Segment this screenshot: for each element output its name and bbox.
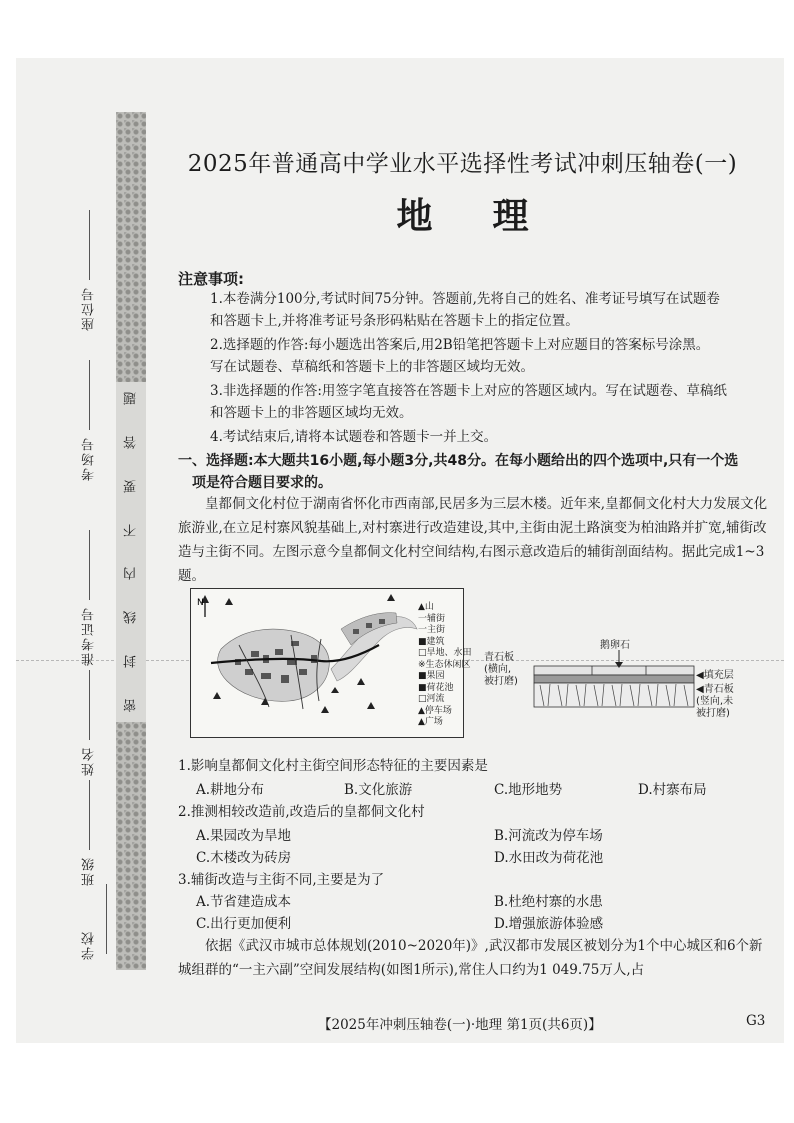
binding-pattern [116, 112, 146, 382]
note-line: 和答题卡上,并将准考证号条形码粘贴在答题卡上的指定位置。 [210, 313, 579, 329]
question-1-option-a[interactable]: A.耕地分布 [196, 782, 265, 798]
legend-item: ■荷花池 [418, 682, 454, 693]
question-3-option-c[interactable]: C.出行更加便利 [196, 916, 292, 932]
question-1-option-b[interactable]: B.文化旅游 [344, 782, 413, 798]
seal-char: 不 [123, 523, 139, 537]
section-heading-line: 项是符合题目要求的。 [192, 475, 332, 491]
street-cross-section [484, 640, 784, 722]
question-3-stem: 3.辅街改造与主街不同,主要是为了 [178, 872, 385, 888]
section-heading [178, 450, 768, 494]
question-3-option-d[interactable]: D.增强旅游体验感 [494, 916, 604, 932]
class-field: 班级 [80, 780, 110, 886]
binding-strip [116, 112, 146, 970]
seal-char: 题 [123, 392, 139, 405]
fill-layer-label: ◀填充层 [696, 670, 734, 681]
top-slab [534, 666, 694, 675]
legend-item: ■建筑 [418, 636, 445, 647]
legend-item: ※生态休闲区 [418, 659, 471, 670]
passage-2: 依据《武汉市城市总体规划(2010~2020年)》,武汉都市发展区被划分为1个中心城区和6个新城组群的“一主六副”空间发展结构(如图1所示),常住人口约为1 049.75万人,占 [178, 938, 763, 978]
admission-number-field: 准考证号 [80, 530, 110, 666]
note-line: 2.选择题的作答:每小题选出答案后,用2B铅笔把答题卡上对应题目的答案标号涂黑。 [210, 337, 710, 353]
binding-fields [80, 200, 110, 960]
question-1-stem: 1.影响皇都侗文化村主街空间形态特征的主要因素是 [178, 758, 488, 774]
question-3-option-b[interactable]: B.杜绝村寨的水患 [494, 894, 603, 910]
legend-item: 一辅街 [418, 613, 446, 624]
parking-icons [331, 687, 339, 693]
question-1-option-d[interactable]: D.村寨布局 [638, 782, 707, 798]
legend-item: □旱地、水田 [418, 648, 472, 658]
question-2-option-b[interactable]: B.河流改为停车场 [494, 828, 603, 844]
legend-item: ■果园 [418, 671, 445, 681]
question-2-stem: 2.推测相较改造前,改造后的皇都侗文化村 [178, 804, 425, 820]
paper-code: G3 [746, 1013, 766, 1029]
passage-1: 皇都侗文化村位于湖南省怀化市西南部,民居多为三层木楼。近年来,皇都侗文化村大力发展文化旅游业,在立足村寨风貌基础上,对村寨进行改造建设,其中,主街由泥土路演变为柏油路并扩宽,辅街改造与主街不同。左图示意今皇都侗文化村空间结构,右图示意改造后的辅街剖面结构。据此完成1~3题。 [178, 496, 768, 584]
question-2-option-d[interactable]: D.水田改为荷花池 [494, 850, 604, 866]
note-line: 和答题卡上的非答题区域均无效。 [210, 405, 413, 421]
seat-number-field: 座位号 [80, 210, 110, 331]
notes-heading: 注意事项: [178, 270, 244, 288]
question-2-option-a[interactable]: A.果园改为旱地 [196, 828, 292, 844]
legend-item: ▲广场 [418, 717, 443, 727]
village-area [218, 629, 330, 701]
seal-char: 内 [123, 567, 139, 581]
binding-pattern [116, 722, 146, 970]
vertical-slab-label: ◀青石板 (竖向,未 被打磨) [696, 684, 734, 719]
pebble-label: 鹅卵石 [600, 640, 630, 651]
seal-char: 答 [123, 435, 139, 449]
fill-layer [534, 675, 694, 683]
seal-char: 要 [123, 479, 139, 493]
seal-warning [116, 392, 146, 712]
section-heading-line: 一、选择题:本大题共16小题,每小题3分,共48分。在每小题给出的四个选项中,只有一个选 [178, 453, 739, 469]
legend-item: □河流 [418, 694, 445, 704]
legend-item: ▲停车场 [418, 705, 452, 716]
cross-section-drawing [484, 640, 784, 722]
note-line: 3.非选择题的作答:用签字笔直接答在答题卡上对应的答题区域内。写在试题卷、草稿纸 [210, 383, 727, 399]
school-field: 学校 [80, 880, 110, 960]
seal-char: 线 [123, 611, 139, 625]
horizontal-slab-label: 青石板 (横向, 被打磨) [484, 652, 518, 687]
exam-room-field: 考场号 [80, 360, 110, 481]
question-2-option-c[interactable]: C.木楼改为砖房 [196, 850, 292, 866]
question-1-option-c[interactable]: C.地形地势 [494, 782, 563, 798]
name-field: 姓名 [80, 670, 110, 776]
exam-title: 2025年普通高中学业水平选择性考试冲刺压轴卷(一) [187, 151, 738, 177]
question-3-option-a[interactable]: A.节省建造成本 [196, 894, 292, 910]
legend-item: 一主街 [418, 625, 446, 635]
subject-title: 地理 [396, 196, 589, 237]
note-line: 写在试题卷、草稿纸和答题卡上的非答题区域均无效。 [210, 359, 534, 375]
page-footer: 【2025年冲刺压轴卷(一)·地理 第1页(共6页)】 [318, 1017, 602, 1033]
map-legend [418, 602, 472, 729]
legend-item: ▲山 [418, 602, 434, 612]
note-line: 1.本卷满分100分,考试时间75分钟。答题前,先将自己的姓名、准考证号填写在试题卷 [210, 291, 720, 307]
north-label: N [197, 598, 204, 608]
note-line: 4.考试结束后,请将本试题卷和答题卡一并上交。 [210, 429, 498, 445]
seal-char: 密 [123, 698, 139, 712]
seal-char: 封 [123, 655, 139, 669]
